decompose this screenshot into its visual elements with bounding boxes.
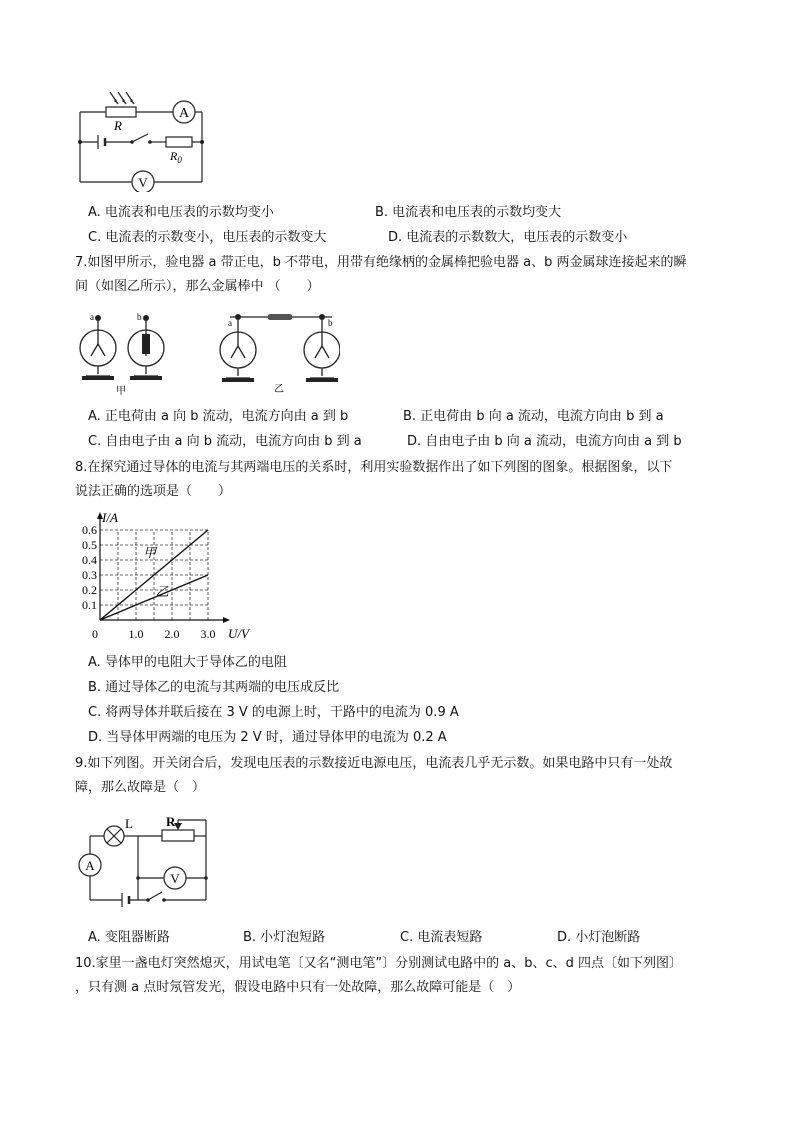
q8-option-c[interactable]: C. 将两导体并联后接在 3 V 的电源上时，干路中的电流为 0.9 A — [88, 705, 459, 720]
x-tick-label: 3.0 — [200, 627, 216, 641]
q9-ammeter-label: A — [85, 858, 95, 873]
q9-circuit-diagram — [72, 812, 217, 912]
x-axis-label: U/V — [228, 626, 249, 641]
q6-option-a[interactable]: A. 电流表和电压表的示数均变小 — [88, 205, 274, 220]
q7-electroscope-figure — [70, 308, 340, 398]
q6-option-d[interactable]: D. 电流表的示数数大，电压表的示数变小 — [388, 230, 628, 245]
q8-stem-line1: 8.在探究通过导体的电流与其两端电压的关系时，利用实验数据作出了如下列图的图象。根据图象，以下 — [75, 460, 673, 475]
q9-stem-line2: 障，那么故障是（ ） — [75, 780, 206, 795]
origin-label: 0 — [92, 627, 98, 641]
q9-voltmeter-label: V — [170, 871, 180, 886]
yi-b-label: b — [328, 318, 333, 328]
x-tick-label: 1.0 — [128, 627, 144, 641]
q8-option-a[interactable]: A. 导体甲的电阻大于导体乙的电阻 — [88, 655, 287, 670]
y-tick-label: 0.4 — [82, 553, 97, 567]
rheostat-r-label: R — [166, 814, 176, 829]
r0-label: $R_0$ — [170, 149, 182, 165]
yi-a-label: a — [228, 318, 232, 328]
lamp-l-label: L — [125, 816, 133, 831]
q6-circuit-diagram — [70, 92, 220, 192]
jia-a-label: a — [90, 312, 94, 322]
q8-option-d[interactable]: D. 当导体甲两端的电压为 2 V 时，通过导体甲的电流为 0.2 A — [88, 730, 447, 745]
jia-b-label: b — [137, 312, 142, 322]
q7-stem-line2: 间（如图乙所示），那么金属棒中 （ ） — [75, 279, 320, 294]
jia-caption: 甲 — [116, 386, 126, 397]
y-axis-label: I/A — [102, 510, 118, 525]
q7-option-a[interactable]: A. 正电荷由 a 向 b 流动，电流方向由 a 到 b — [88, 409, 349, 424]
q9-option-c[interactable]: C. 电流表短路 — [400, 930, 483, 945]
q8-stem-line2: 说法正确的选项是（ ） — [75, 484, 232, 499]
y-tick-label: 0.5 — [82, 538, 97, 552]
y-tick-label: 0.6 — [82, 523, 97, 537]
y-tick-label: 0.3 — [82, 568, 97, 582]
q6-option-b[interactable]: B. 电流表和电压表的示数均变大 — [375, 205, 562, 220]
q7-stem-line1: 7.如图甲所示，验电器 a 带正电，b 不带电，用带有绝缘柄的金属棒把验电器 a、b 两金属球连接起来的瞬 — [75, 255, 687, 270]
r-label: R — [114, 118, 122, 133]
q8-iv-chart — [72, 508, 262, 644]
yi-caption: 乙 — [274, 384, 284, 395]
q7-option-c[interactable]: C. 自由电子由 a 向 b 流动，电流方向由 b 到 a — [88, 434, 362, 449]
x-axis-arrow — [223, 617, 230, 623]
q9-option-a[interactable]: A. 变阻器断路 — [88, 930, 170, 945]
q8-option-b[interactable]: B. 通过导体乙的电流与其两端的电压成反比 — [88, 680, 340, 695]
voltmeter-label: V — [138, 175, 148, 190]
y-tick-label: 0.1 — [82, 598, 97, 612]
q10-stem-line2: ，只有测 a 点时氖管发光，假设电路中只有一处故障，那么故障可能是（ ） — [75, 980, 521, 995]
x-tick-label: 2.0 — [164, 627, 180, 641]
q9-option-d[interactable]: D. 小灯泡断路 — [557, 930, 641, 945]
series-label: 乙 — [155, 584, 169, 599]
q7-option-d[interactable]: D. 自由电子由 b 向 a 流动，电流方向由 a 到 b — [407, 434, 682, 449]
q9-stem-line1: 9.如下列图。开关闭合后，发现电压表的示数接近电源电压，电流表几乎无示数。如果电路中只有一处故 — [75, 756, 673, 771]
ammeter-label: A — [178, 106, 190, 121]
q10-stem-line1: 10.家里一盏电灯突然熄灭，用试电笔〔又名“测电笔”〕分别测试电路中的 a、b、c、d 四点〔如下列图〕 — [75, 956, 683, 971]
y-tick-label: 0.2 — [82, 583, 97, 597]
q7-option-b[interactable]: B. 正电荷由 b 向 a 流动，电流方向由 b 到 a — [403, 409, 664, 424]
q6-option-c[interactable]: C. 电流表的示数变小，电压表的示数变大 — [88, 230, 327, 245]
series-label: 甲 — [143, 545, 157, 560]
q9-option-b[interactable]: B. 小灯泡短路 — [243, 930, 326, 945]
